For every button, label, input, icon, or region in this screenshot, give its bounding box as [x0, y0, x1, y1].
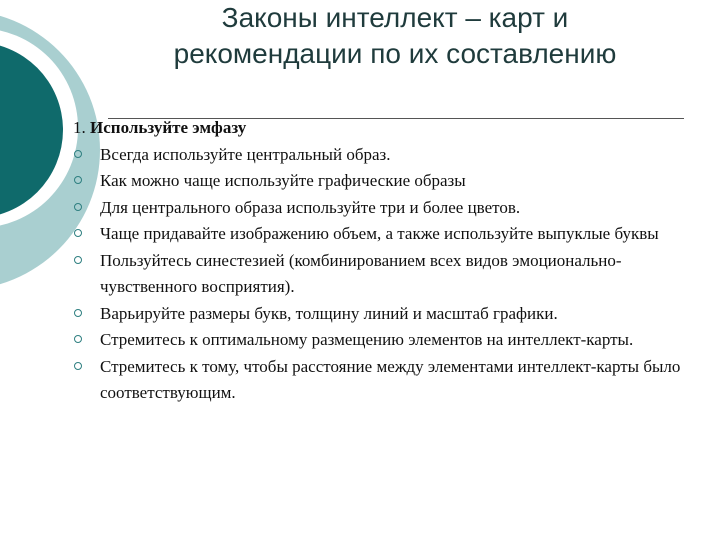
slide-content [73, 115, 693, 407]
heading-text: Используйте эмфазу [90, 118, 247, 137]
list-item [73, 354, 693, 407]
circle-bullet-icon [74, 176, 82, 184]
list-item-text: Как можно чаще используйте графические образы [100, 171, 466, 190]
title-line-2: рекомендации по их составлению [173, 38, 617, 69]
circle-bullet-icon [74, 362, 82, 370]
list-item-text: Пользуйтесь синестезией (комбинированием всех видов эмоционально-чувственного восприятия). [100, 250, 622, 296]
circle-bullet-icon [74, 229, 82, 237]
title-line-1: Законы интеллект – карт и [221, 2, 569, 33]
circle-bullet-icon [74, 309, 82, 317]
list-item-text: Стремитесь к оптимальному размещению элементов на интеллект-карты. [100, 330, 634, 349]
list-item-text: Чаще придавайте изображению объем, а также используйте выпуклые буквы [100, 224, 659, 243]
heading-number: 1. [73, 118, 86, 137]
circle-bullet-icon [74, 150, 82, 158]
list-item [73, 142, 693, 169]
list-item-text: Стремитесь к тому, чтобы расстояние между элементами интеллект-карты было соответствующим. [100, 356, 681, 402]
list-item [73, 195, 693, 222]
list-item [73, 301, 693, 328]
circle-bullet-icon [74, 203, 82, 211]
list-item [73, 221, 693, 248]
list-item [73, 327, 693, 354]
section-heading [73, 115, 693, 142]
list-item [73, 168, 693, 195]
list-item-text: Всегда используйте центральный образ. [100, 144, 391, 164]
list-item [73, 248, 693, 301]
slide-title [100, 0, 690, 72]
list-item-text: Для центрального образа используйте три и более цветов. [100, 197, 521, 217]
circle-bullet-icon [74, 256, 82, 264]
recommendations-list [73, 142, 693, 407]
circle-bullet-icon [74, 335, 82, 343]
list-item-text: Варьируйте размеры букв, толщину линий и масштаб графики. [100, 303, 558, 323]
